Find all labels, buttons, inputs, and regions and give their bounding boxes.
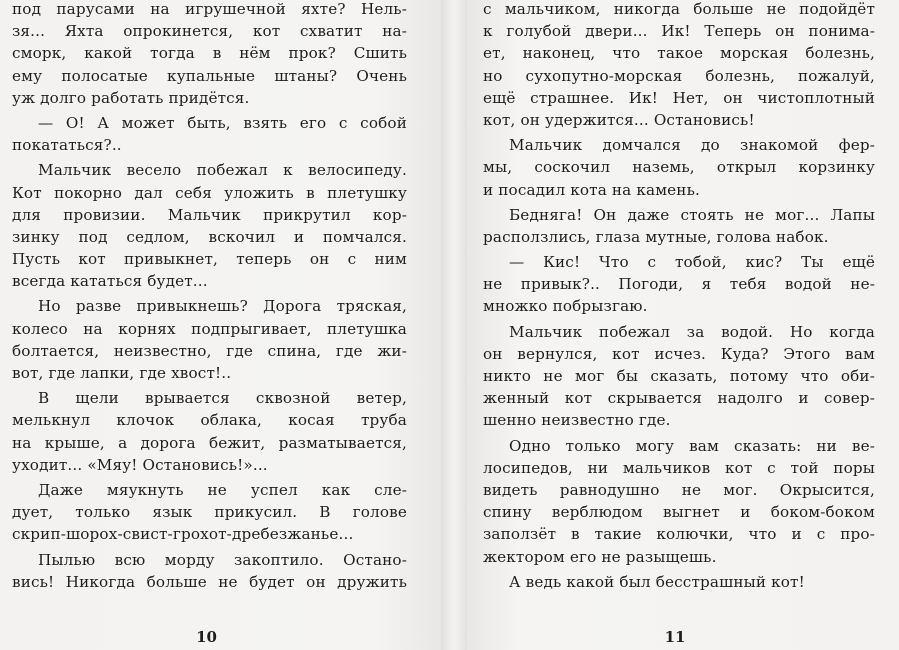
text-line: колесо на корнях подпрыгивает, плетушка: [12, 319, 407, 338]
right-page: [467, 0, 899, 650]
text-line: но сухопутно-морская болезнь, пожалуй,: [483, 66, 875, 85]
text-line: зя... Яхта опрокинется, кот схватит на-: [12, 22, 407, 41]
left-page: [0, 0, 441, 650]
text-line: Мальчик весело побежал к велосипеду.: [38, 161, 407, 180]
right-page-text: [483, 0, 875, 593]
left-page-text: [12, 0, 407, 593]
text-line: покататься?..: [12, 136, 122, 155]
text-line: женный кот скрывается надолго и совер-: [483, 389, 875, 408]
text-line: множко побрызгаю.: [483, 297, 648, 316]
text-line: к голубой двери... Ик! Теперь он понима-: [483, 22, 875, 41]
text-line: спину верблюдом выгнет и боком-боком: [483, 503, 875, 522]
text-line: — Кис! Что с тобой, кис? Ты ещё: [509, 253, 875, 272]
text-line: ему полосатые купальные штаны? Очень: [12, 66, 407, 85]
text-line: жектором его не разыщешь.: [483, 547, 717, 566]
text-line: болтается, неизвестно, где спина, где жи-: [12, 341, 407, 360]
text-line: расползлись, глаза мутные, голова набок.: [483, 227, 829, 246]
text-line: Кот покорно дал себя уложить в плетушку: [12, 183, 407, 202]
text-line: ет, наконец, что такое морская болезнь,: [483, 44, 875, 63]
text-line: ещё страшнее. Ик! Нет, он чистоплотный: [483, 88, 875, 107]
text-line: Бедняга! Он даже стоять не мог... Лапы: [509, 205, 875, 224]
text-line: сморк, какой тогда в нём прок? Сшить: [12, 44, 407, 63]
text-line: вот, где лапки, где хвост!..: [12, 364, 232, 382]
text-line: Одно только могу вам сказать: ни ве-: [509, 436, 875, 455]
text-line: уж долго работать придётся.: [12, 88, 250, 107]
text-line: и посадил кота на камень.: [483, 180, 700, 199]
text-line: А ведь какой был бесстрашный кот!: [509, 572, 805, 591]
right-page-number: 11: [664, 628, 686, 646]
text-line: зинку под седлом, вскочил и помчался.: [12, 227, 407, 246]
text-line: Пусть кот привыкнет, теперь он с ним: [12, 250, 407, 269]
text-line: уходит... «Мяу! Остановись!»...: [12, 455, 268, 474]
text-line: для провизии. Мальчик прикрутил кор-: [12, 205, 407, 224]
text-line: Но разве привыкнешь? Дорога тряская,: [38, 297, 407, 316]
text-line: вись! Никогда больше не будет он дружить: [12, 572, 407, 591]
text-line: — О! А может быть, взять его с собой: [38, 113, 407, 132]
text-line: Пылью всю морду закоптило. Остано-: [38, 550, 407, 569]
text-line: под парусами на игрушечной яхте? Нель-: [12, 0, 407, 18]
text-line: на крыше, а дорога бежит, разматывается,: [12, 433, 407, 452]
text-line: лосипедов, ни мальчиков кот с той поры: [483, 458, 875, 477]
text-line: не привык?.. Погоди, я тебя водой не-: [483, 275, 875, 294]
text-line: мелькнул клочок облака, косая труба: [12, 411, 407, 430]
text-line: дует, только язык прикусил. В голове: [12, 503, 407, 522]
book-gutter: [441, 0, 467, 650]
text-line: В щели врывается сквозной ветер,: [38, 389, 407, 408]
text-line: шенно неизвестно где.: [483, 411, 671, 430]
text-line: Мальчик побежал за водой. Но когда: [509, 322, 875, 341]
text-line: видеть равнодушно не мог. Окрысится,: [483, 480, 875, 499]
text-line: Даже мяукнуть не успел как сле-: [38, 480, 407, 499]
text-line: с мальчиком, никогда больше не подойдёт: [483, 0, 875, 18]
text-line: он вернулся, кот исчез. Куда? Этого вам: [483, 344, 875, 363]
text-line: кот, он удержится... Остановись!: [483, 110, 755, 129]
text-line: заползёт в такие колючки, что и с про-: [483, 525, 875, 544]
left-page-number: 10: [196, 628, 217, 646]
text-line: никто не мог бы сказать, потому что оби-: [483, 367, 875, 385]
text-line: мы, соскочил наземь, открыл корзинку: [483, 158, 875, 177]
text-line: всегда кататься будет...: [12, 272, 208, 291]
text-line: скрип-шорох-свист-грохот-дребезжанье...: [12, 525, 354, 544]
text-line: Мальчик домчался до знакомой фер-: [509, 136, 875, 155]
